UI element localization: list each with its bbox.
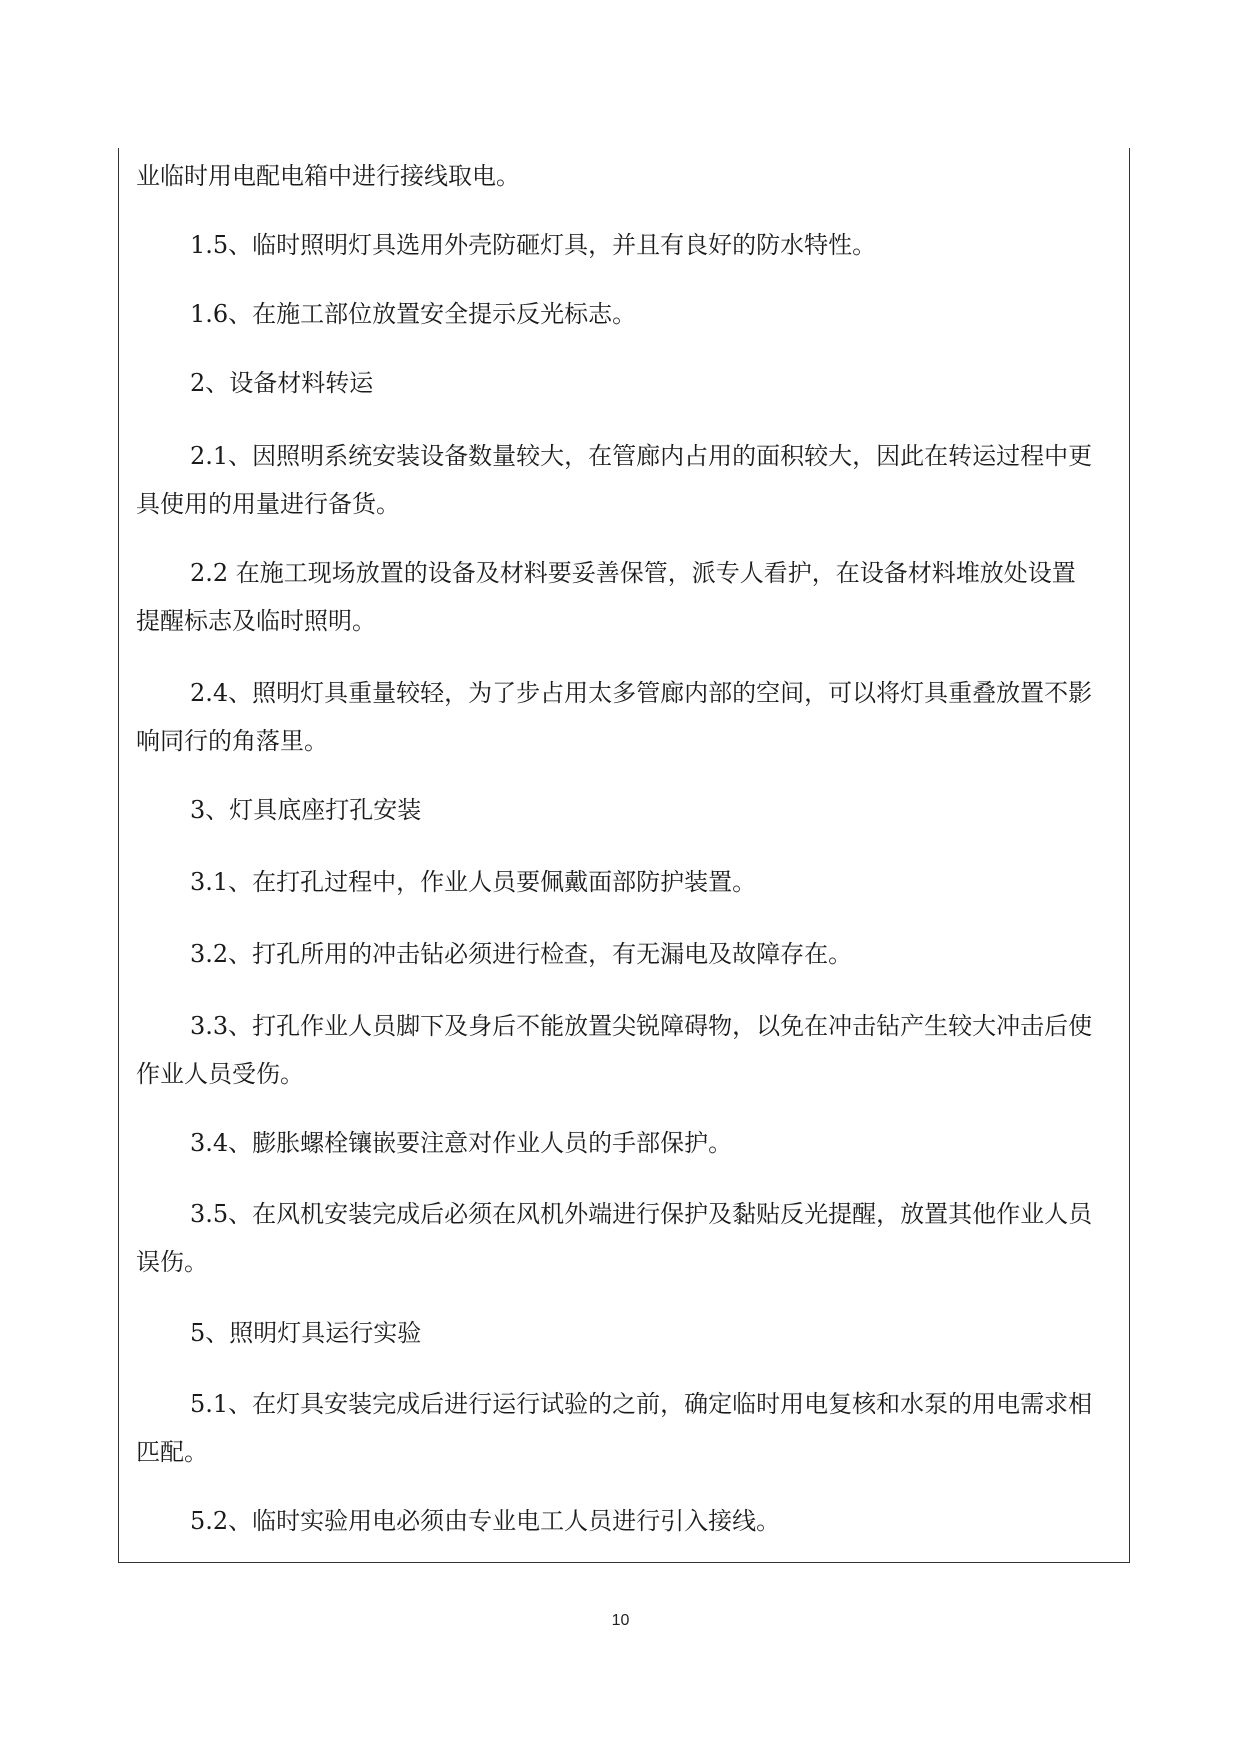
paragraph-line: 匹配。 [136,1438,208,1466]
paragraph-line: 2、设备材料转运 [190,369,374,397]
paragraph-2-4 [136,669,1121,765]
paragraph-line: 作业人员受伤。 [136,1060,304,1088]
paragraph-line: 响同行的角落里。 [136,727,328,755]
paragraph-1-6 [136,290,1175,338]
paragraph-2-2 [136,549,1121,645]
paragraph-line: 误伤。 [136,1248,208,1276]
paragraph-line: 3.4、膨胀螺栓镶嵌要注意对作业人员的手部保护。 [190,1129,733,1157]
paragraph-3-1 [136,858,1175,906]
paragraph-line: 2.2 在施工现场放置的设备及材料要妥善保管，派专人看护，在设备材料堆放处设置 [190,559,1076,587]
section-heading-2 [136,359,1175,407]
paragraph-line: 5.2、临时实验用电必须由专业电工人员进行引入接线。 [190,1507,781,1535]
paragraph-line: 5.1、在灯具安装完成后进行运行试验的之前，确定临时用电复核和水泵的用电需求相 [190,1390,1093,1418]
paragraph-line: 3.3、打孔作业人员脚下及身后不能放置尖锐障碍物，以免在冲击钻产生较大冲击后使 [190,1012,1093,1040]
section-heading-5 [136,1309,1175,1357]
paragraph-line: 1.6、在施工部位放置安全提示反光标志。 [190,300,637,328]
paragraph-5-1 [136,1380,1121,1476]
paragraph-0 [136,152,1121,200]
paragraph-2-1 [136,432,1121,528]
paragraph-line: 2.4、照明灯具重量较轻，为了步占用太多管廊内部的空间，可以将灯具重叠放置不影 [190,679,1093,707]
paragraph-line: 1.5、临时照明灯具选用外壳防砸灯具，并且有良好的防水特性。 [190,231,877,259]
paragraph-line: 3.5、在风机安装完成后必须在风机外端进行保护及黏贴反光提醒，放置其他作业人员 [190,1200,1093,1228]
paragraph-line: 业临时用电配电箱中进行接线取电。 [136,162,520,190]
paragraph-line: 具使用的用量进行备货。 [136,490,400,518]
paragraph-line: 5、照明灯具运行实验 [190,1319,422,1347]
paragraph-5-2 [136,1497,1175,1545]
page-number: 10 [611,1612,630,1629]
section-heading-3 [136,786,1175,834]
paragraph-line: 3.2、打孔所用的冲击钻必须进行检查，有无漏电及故障存在。 [190,940,853,968]
paragraph-line: 3、灯具底座打孔安装 [190,796,422,824]
paragraph-3-3 [136,1002,1121,1098]
paragraph-3-2 [136,930,1175,978]
paragraph-1-5 [136,221,1175,269]
paragraph-3-4 [136,1119,1175,1167]
paragraph-line: 3.1、在打孔过程中，作业人员要佩戴面部防护装置。 [190,868,757,896]
paragraph-3-5 [136,1190,1121,1286]
paragraph-line: 2.1、因照明系统安装设备数量较大，在管廊内占用的面积较大，因此在转运过程中更 [190,442,1093,470]
paragraph-line: 提醒标志及临时照明。 [136,607,376,635]
